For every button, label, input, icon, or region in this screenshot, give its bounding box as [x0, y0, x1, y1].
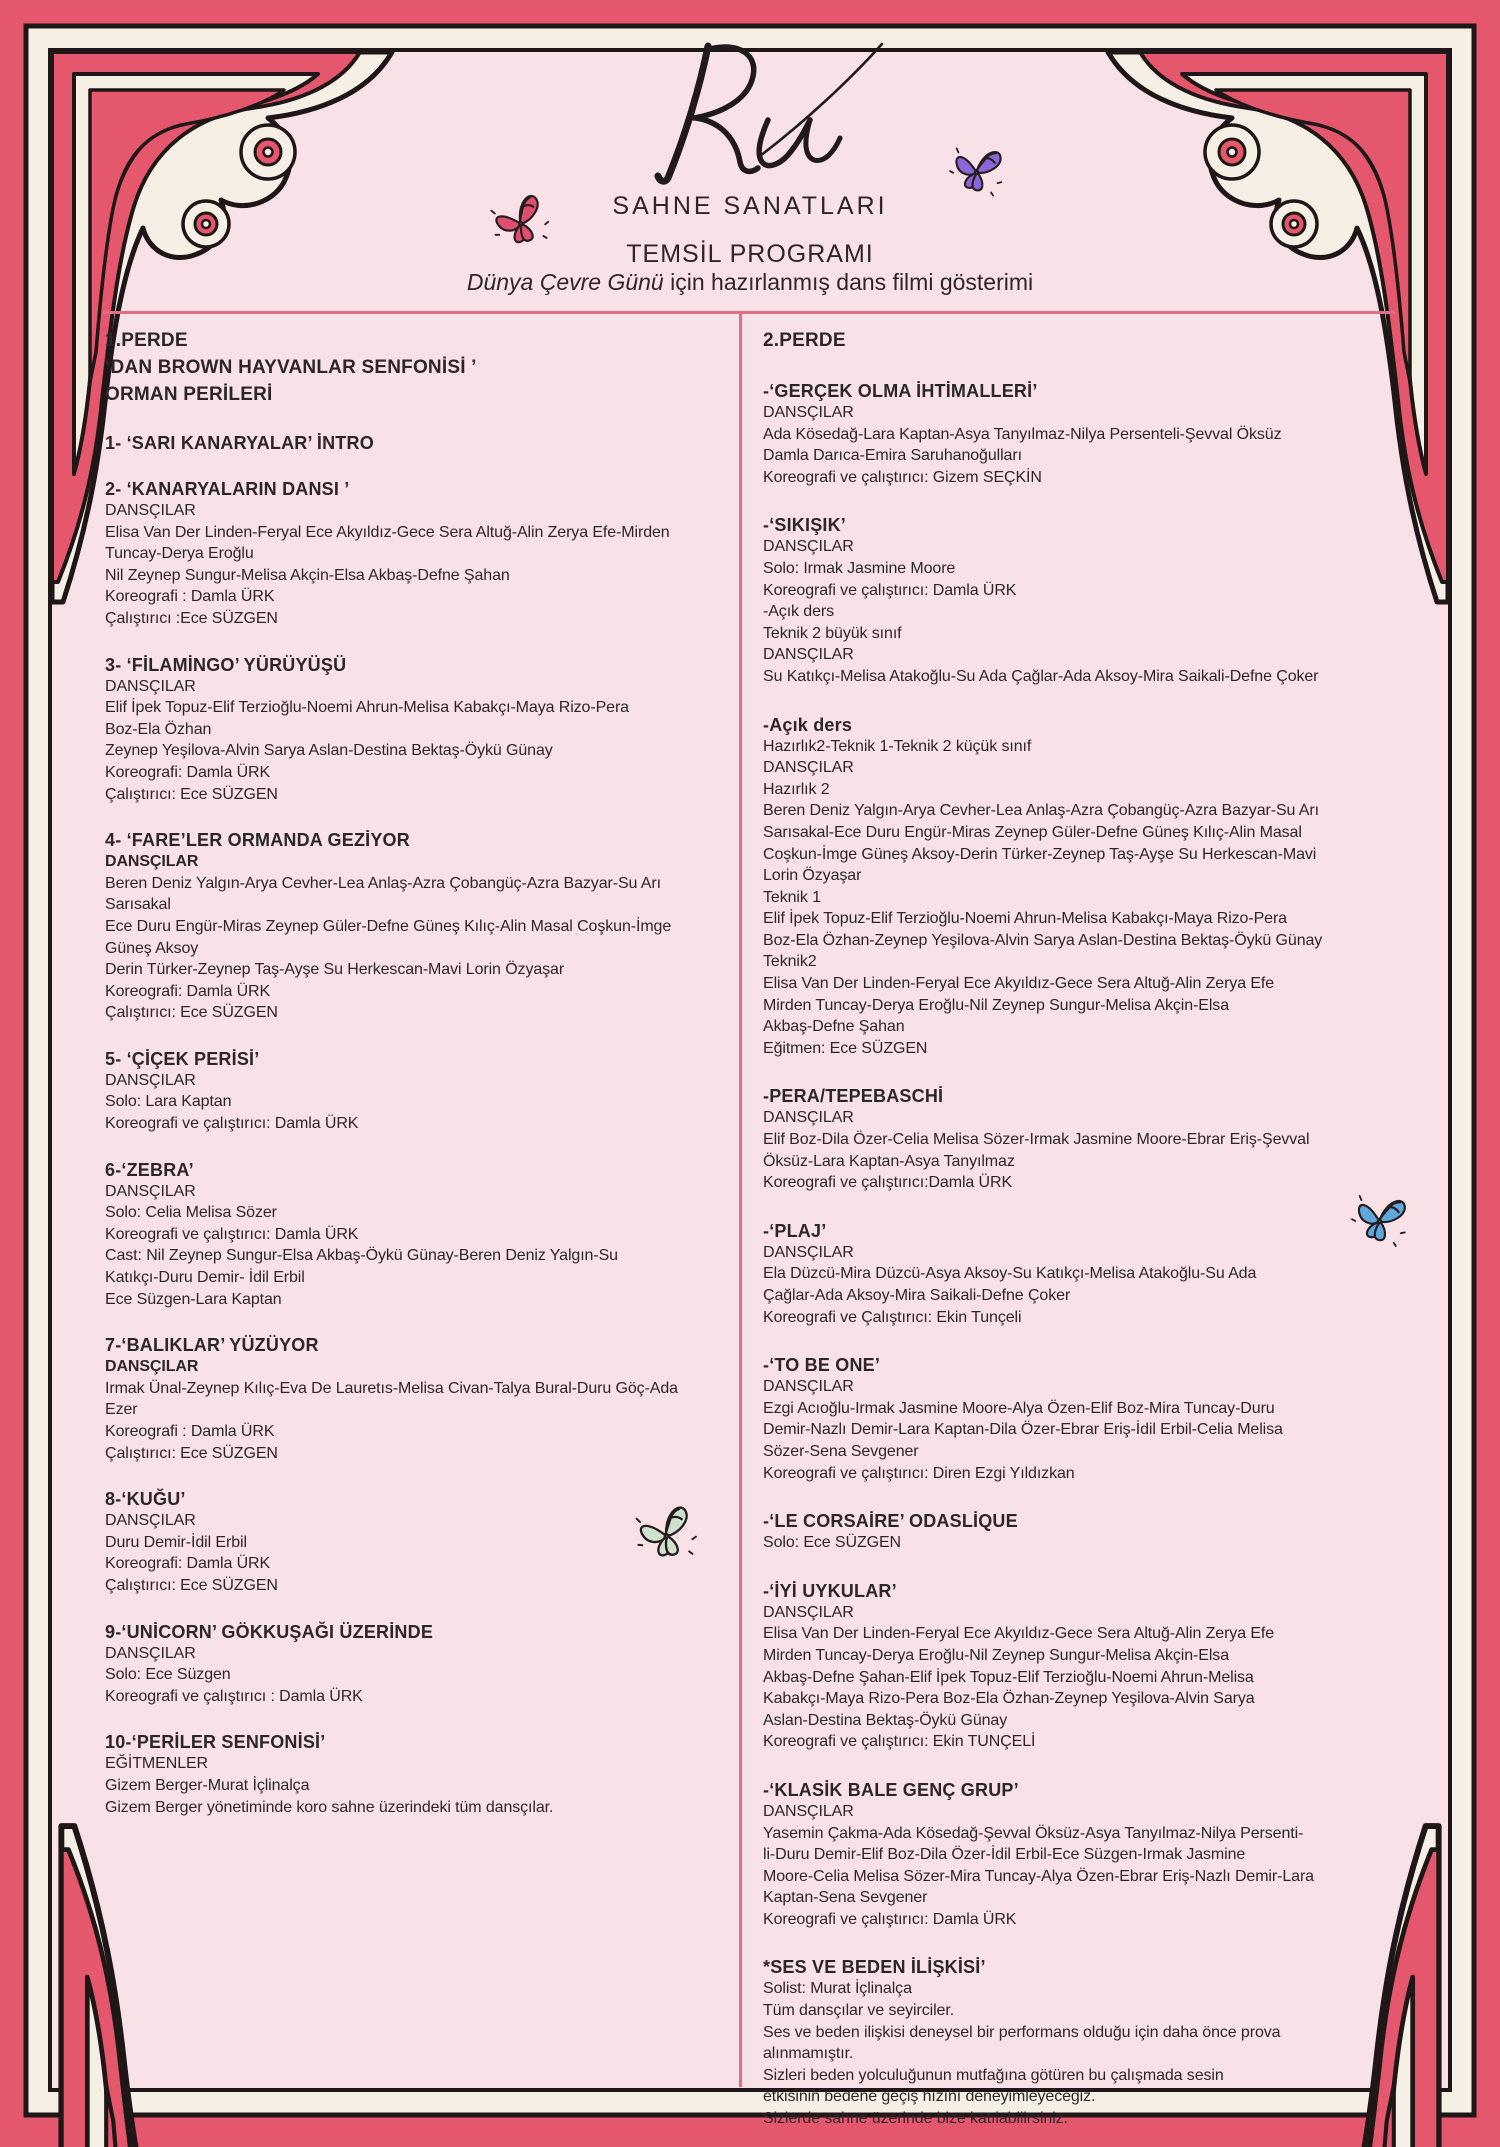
section-title: 3- ‘FİLAMİNGO’ YÜRÜYÜŞÜ: [105, 654, 347, 675]
program-section: [105, 432, 705, 454]
program-line: Hazırlık2-Teknik 1-Teknik 2 küçük sınıf: [763, 737, 1032, 755]
column-divider-rule: [739, 311, 742, 2087]
program-line: DANSÇILAR: [763, 1603, 854, 1621]
program-line: DANSÇILAR: [105, 677, 196, 695]
program-line: Boz-Ela Özhan-Zeynep Yeşilova-Alvin Sarya Aslan-Destina Bektaş-Öykü Günay: [763, 931, 1323, 949]
program-line: Derin Türker-Zeynep Taş-Ayşe Su Herkescan-Mavi Lorin Özyaşar: [105, 961, 565, 979]
program-line: Çalıştırıcı: Ece SÜZGEN: [105, 785, 278, 803]
section-title: 10-‘PERİLER SENFONİSİ’: [105, 1732, 326, 1753]
program-line: Çağlar-Ada Aksoy-Mira Saikali-Defne Çoker: [763, 1287, 1071, 1304]
program-line: EĞİTMENLER: [105, 1755, 209, 1773]
act-header-line: ORMAN PERİLERİ: [105, 384, 273, 405]
program-line: Katıkçı-Duru Demir- İdil Erbil: [105, 1269, 305, 1287]
program-line: Mirden Tuncay-Derya Eroğlu-Nil Zeynep Sungur-Melisa Akçin-Elsa: [763, 996, 1229, 1014]
program-line: li-Duru Demir-Elif Boz-Dila Özer-İdil Erbil-Ece Süzgen-Irmak Jasmine: [763, 1846, 1246, 1864]
program-line: Koreografi: Damla ÜRK: [105, 763, 271, 781]
act-header-line: 2.PERDE: [763, 330, 846, 351]
program-line: Koreografi ve çalıştırıcı: Damla ÜRK: [763, 581, 1017, 599]
program-line: Teknik 2 büyük sınıf: [763, 624, 902, 642]
program-section: [105, 1159, 705, 1311]
program-line: Eğitmen: Ece SÜZGEN: [763, 1039, 928, 1057]
program-line: Çalıştırıcı: Ece SÜZGEN: [105, 1004, 278, 1022]
program-line: Duru Demir-İdil Erbil: [105, 1533, 247, 1551]
section-title: 7-‘BALIKLAR’ YÜZÜYOR: [105, 1335, 319, 1356]
program-line: Damla Darıca-Emira Saruhanoğulları: [763, 447, 1022, 465]
program-line: Tüm dansçılar ve seyirciler.: [763, 2002, 955, 2020]
program-line: Koreografi ve çalıştırıcı: Diren Ezgi Yıldızkan: [763, 1464, 1075, 1482]
program-line: DANSÇILAR: [105, 1358, 199, 1376]
program-section: [763, 1956, 1379, 2129]
program-line: Hazırlık 2: [763, 780, 830, 798]
program-line: Boz-Ela Özhan: [105, 720, 212, 738]
program-line: Sizleri beden yolculuğunun mutfağına götüren bu çalışmada sesin: [763, 2066, 1224, 2084]
act2-column: [763, 327, 1379, 2130]
section-title: 1- ‘SARI KANARYALAR’ İNTRO: [105, 433, 374, 453]
program-line: Tuncay-Derya Eroğlu: [105, 545, 254, 563]
program-section: [763, 714, 1379, 1060]
program-line: Su Katıkçı-Melisa Atakoğlu-Su Ada Çağlar-Ada Aksoy-Mira Saikali-Defne Çoker: [763, 667, 1319, 685]
program-line: DANSÇILAR: [763, 404, 854, 421]
program-line: Kabakçı-Maya Rizo-Pera Boz-Ela Özhan-Zeynep Yeşilova-Alvin Sarya: [763, 1690, 1255, 1708]
program-section: [105, 654, 705, 806]
program-line: Demir-Nazlı Demir-Lara Kaptan-Dila Özer-Ebrar Eriş-İdil Erbil-Celia Melisa: [763, 1421, 1283, 1439]
program-section: [105, 478, 705, 630]
program-line: Sarısakal: [105, 896, 171, 914]
program-line: DANSÇILAR: [105, 502, 196, 519]
program-line: Sözer-Sena Sevgener: [763, 1442, 919, 1460]
program-line: Koreografi: Damla ÜRK: [105, 982, 271, 1000]
section-title: 9-‘UNİCORN’ GÖKKUŞAĞI ÜZERİNDE: [105, 1621, 434, 1642]
section-title: *SES VE BEDEN İLİŞKİSİ’: [763, 1957, 986, 1978]
program-line: DANSÇILAR: [763, 759, 854, 777]
program-section: [763, 1085, 1379, 1193]
program-line: Solist: Murat İçlinalça: [763, 1980, 912, 1998]
program-line: alınmamıştır.: [763, 2045, 854, 2063]
act1-column: [105, 327, 705, 1818]
section-title: -‘TO BE ONE’: [763, 1355, 881, 1376]
section-title: 4- ‘FARE’LER ORMANDA GEZİYOR: [105, 830, 410, 851]
program-line: Ece Duru Engür-Miras Zeynep Güler-Defne Güneş Kılıç-Alin Masal Coşkun-İmge: [105, 917, 672, 935]
program-line: Ada Kösedağ-Lara Kaptan-Asya Tanyılmaz-Nilya Persenteli-Şevval Öksüz: [763, 425, 1282, 443]
program-line: Cast: Nil Zeynep Sungur-Elsa Akbaş-Öykü Günay-Beren Deniz Yalgın-Su: [105, 1247, 618, 1265]
program-line: Koreografi ve çalıştırıcı: Gizem SEÇKİN: [763, 468, 1042, 486]
program-line: DANSÇILAR: [763, 1109, 854, 1127]
program-line: etkisinin bedene geçiş hızını deneyimleyeceğiz.: [763, 2088, 1096, 2106]
section-title: -‘LE CORSAİRE’ ODASLİQUE: [763, 1511, 1018, 1532]
program-line: DANSÇILAR: [763, 1378, 854, 1396]
program-section: [763, 1779, 1379, 1931]
program-section: [763, 514, 1379, 687]
program-line: Teknik 1: [763, 888, 821, 906]
program-line: Zeynep Yeşilova-Alvin Sarya Aslan-Destina Bektaş-Öykü Günay: [105, 742, 553, 760]
section-title: -Açık ders: [763, 714, 853, 735]
program-section: [763, 380, 1379, 488]
program-section: [105, 1731, 705, 1818]
program-line: Ela Düzcü-Mira Düzcü-Asya Aksoy-Su Katıkçı-Melisa Atakoğlu-Su Ada: [763, 1265, 1257, 1283]
program-line: Çalıştırıcı :Ece SÜZGEN: [105, 609, 278, 627]
program-line: Sizlerde sahne üzerinde bize katılabilirsiniz.: [763, 2110, 1068, 2128]
ru-logo: [610, 30, 890, 185]
program-section: [763, 1580, 1379, 1753]
program-line: Ezgi Acıoğlu-Irmak Jasmine Moore-Alya Özen-Elif Boz-Mira Tuncay-Duru: [763, 1399, 1275, 1417]
section-title: 6-‘ZEBRA’: [105, 1159, 194, 1180]
program-line: Koreografi ve çalıştırıcı: Damla ÜRK: [105, 1225, 359, 1243]
program-line: Elisa Van Der Linden-Feryal Ece Akyıldız-Gece Sera Altuğ-Alin Zerya Efe-Mirden: [105, 523, 670, 541]
program-line: Ece Süzgen-Lara Kaptan: [105, 1290, 282, 1308]
program-subtitle: [0, 269, 1500, 296]
section-title: -‘SIKIŞIK’: [763, 515, 847, 536]
program-line: Koreografi : Damla ÜRK: [105, 588, 275, 606]
section-title: -‘İYİ UYKULAR’: [763, 1580, 897, 1601]
program-line: Solo: Lara Kaptan: [105, 1093, 232, 1111]
program-line: Solo: Ece Süzgen: [105, 1666, 231, 1684]
program-line: Beren Deniz Yalgın-Arya Cevher-Lea Anlaş-Azra Çobangüç-Azra Bazyar-Su Arı: [105, 874, 661, 892]
program-title: TEMSİL PROGRAMI: [626, 240, 874, 268]
program-line: Çalıştırıcı: Ece SÜZGEN: [105, 1576, 278, 1594]
act-header-line: ‘DAN BROWN HAYVANLAR SENFONİSİ ’: [105, 357, 477, 378]
program-line: Moore-Celia Melisa Sözer-Mira Tuncay-Alya Özen-Ebrar Eriş-Nazlı Demir-Lara: [763, 1867, 1314, 1885]
program-line: DANSÇILAR: [763, 1243, 854, 1261]
section-title: -‘PLAJ’: [763, 1220, 827, 1241]
act-header: [763, 327, 1379, 354]
program-line: Kaptan-Sena Sevgener: [763, 1889, 928, 1907]
program-line: Nil Zeynep Sungur-Melisa Akçin-Elsa Akbaş-Defne Şahan: [105, 566, 510, 584]
program-line: Koreografi: Damla ÜRK: [105, 1555, 271, 1573]
program-line: DANSÇILAR: [105, 1512, 196, 1530]
program-line: Akbaş-Defne Şahan-Elif İpek Topuz-Elif Terzioğlu-Noemi Ahrun-Melisa: [763, 1668, 1254, 1686]
program-section: [763, 1220, 1379, 1328]
program-line: Teknik2: [763, 953, 817, 971]
subtitle-italic-part: Dünya Çevre Günü: [466, 269, 664, 295]
section-title: -PERA/TEPEBASCHİ: [763, 1086, 944, 1107]
program-line: Akbaş-Defne Şahan: [763, 1018, 905, 1036]
program-line: Sarısakal-Ece Duru Engür-Miras Zeynep Güler-Defne Güneş Kılıç-Alin Masal: [763, 823, 1302, 841]
section-title: 2- ‘KANARYALARIN DANSI ’: [105, 479, 350, 499]
program-section: [105, 1621, 705, 1708]
program-section: [105, 1334, 705, 1464]
program-line: Koreografi : Damla ÜRK: [105, 1423, 275, 1440]
program-line: Koreografi ve çalıştırıcı : Damla ÜRK: [105, 1687, 363, 1705]
program-line: Elif İpek Topuz-Elif Terzioğlu-Noemi Ahrun-Melisa Kabakçı-Maya Rizo-Pera: [105, 699, 629, 717]
program-section: [763, 1510, 1379, 1554]
program-line: Aslan-Destina Bektaş-Öykü Günay: [763, 1711, 1008, 1729]
program-line: Solo: Ece SÜZGEN: [763, 1534, 902, 1552]
program-line: Elisa Van Der Linden-Feryal Ece Akyıldız-Gece Sera Altuğ-Alin Zerya Efe: [763, 975, 1275, 993]
studio-name: SAHNE SANATLARI: [612, 192, 888, 220]
act-header-line: 1.PERDE: [105, 330, 188, 351]
purple-butterfly-icon: [945, 137, 1011, 203]
program-line: Elif İpek Topuz-Elif Terzioğlu-Noemi Ahrun-Melisa Kabakçı-Maya Rizo-Pera: [763, 910, 1287, 928]
program-line: DANSÇILAR: [105, 853, 199, 871]
program-line: Koreografi ve çalıştırıcı:Damla ÜRK: [763, 1174, 1013, 1192]
program-line: Koreografi ve çalıştırıcı: Damla ÜRK: [763, 1910, 1017, 1928]
subtitle-rest-part: için hazırlanmış dans filmi gösterimi: [663, 269, 1034, 295]
program-line: DANSÇILAR: [105, 1182, 196, 1200]
program-line: Coşkun-İmge Güneş Aksoy-Derin Türker-Zeynep Taş-Ayşe Su Herkescan-Mavi: [763, 845, 1317, 863]
program-line: Gizem Berger yönetiminde koro sahne üzerindeki tüm dansçılar.: [105, 1798, 554, 1816]
program-line: -Açık ders: [763, 603, 835, 621]
header-divider-rule: [103, 311, 1395, 314]
program-line: Elif Boz-Dila Özer-Celia Melisa Sözer-Irmak Jasmine Moore-Ebrar Eriş-Şevval: [763, 1131, 1310, 1149]
program-section: [105, 1488, 705, 1596]
program-line: Mirden Tuncay-Derya Eroğlu-Nil Zeynep Sungur-Melisa Akçin-Elsa: [763, 1646, 1229, 1664]
program-line: Yasemin Çakma-Ada Kösedağ-Şevval Öksüz-Asya Tanyılmaz-Nilya Persenti-: [763, 1824, 1304, 1842]
program-line: DANSÇILAR: [763, 538, 854, 556]
program-line: Koreografi ve çalıştırıcı: Damla ÜRK: [105, 1115, 359, 1133]
program-line: Ses ve beden ilişkisi deneysel bir performans olduğu için daha önce prova: [763, 2023, 1281, 2041]
program-line: Solo: Irmak Jasmine Moore: [763, 559, 956, 577]
program-section: [105, 829, 705, 1024]
program-line: DANSÇILAR: [105, 1644, 196, 1662]
program-line: Güneş Aksoy: [105, 939, 199, 957]
program-line: Lorin Özyaşar: [763, 867, 862, 885]
section-title: -‘GERÇEK OLMA İHTİMALLERİ’: [763, 381, 1038, 401]
green-butterfly-icon: [632, 1498, 702, 1568]
program-line: Öksüz-Lara Kaptan-Asya Tanyılmaz: [763, 1152, 1015, 1170]
program-line: Ezer: [105, 1401, 138, 1419]
program-line: Irmak Ünal-Zeynep Kılıç-Eva De Lauretıs-Melisa Civan-Talya Bural-Duru Göç-Ada: [105, 1379, 678, 1397]
program-line: Beren Deniz Yalgın-Arya Cevher-Lea Anlaş-Azra Çobangüç-Azra Bazyar-Su Arı: [763, 802, 1319, 820]
act-header: [105, 327, 705, 408]
program-line: Gizem Berger-Murat İçlinalça: [105, 1776, 310, 1794]
section-title: 5- ‘ÇİÇEK PERİSİ’: [105, 1048, 260, 1069]
program-line: Koreografi ve çalıştırıcı: Ekin TUNÇELİ: [763, 1733, 1036, 1751]
program-line: Solo: Celia Melisa Sözer: [105, 1204, 277, 1222]
program-line: Koreografi ve Çalıştırıcı: Ekin Tunçeli: [763, 1308, 1022, 1326]
program-line: Elisa Van Der Linden-Feryal Ece Akyıldız-Gece Sera Altuğ-Alin Zerya Efe: [763, 1625, 1275, 1643]
program-line: DANSÇILAR: [105, 1071, 196, 1089]
section-title: -‘KLASİK BALE GENÇ GRUP’: [763, 1779, 1019, 1800]
section-title: 8-‘KUĞU’: [105, 1489, 186, 1510]
program-section: [763, 1354, 1379, 1484]
program-line: DANSÇILAR: [763, 646, 854, 664]
program-section: [105, 1048, 705, 1135]
program-line: DANSÇILAR: [763, 1802, 854, 1820]
program-line: Çalıştırıcı: Ece SÜZGEN: [105, 1444, 278, 1462]
